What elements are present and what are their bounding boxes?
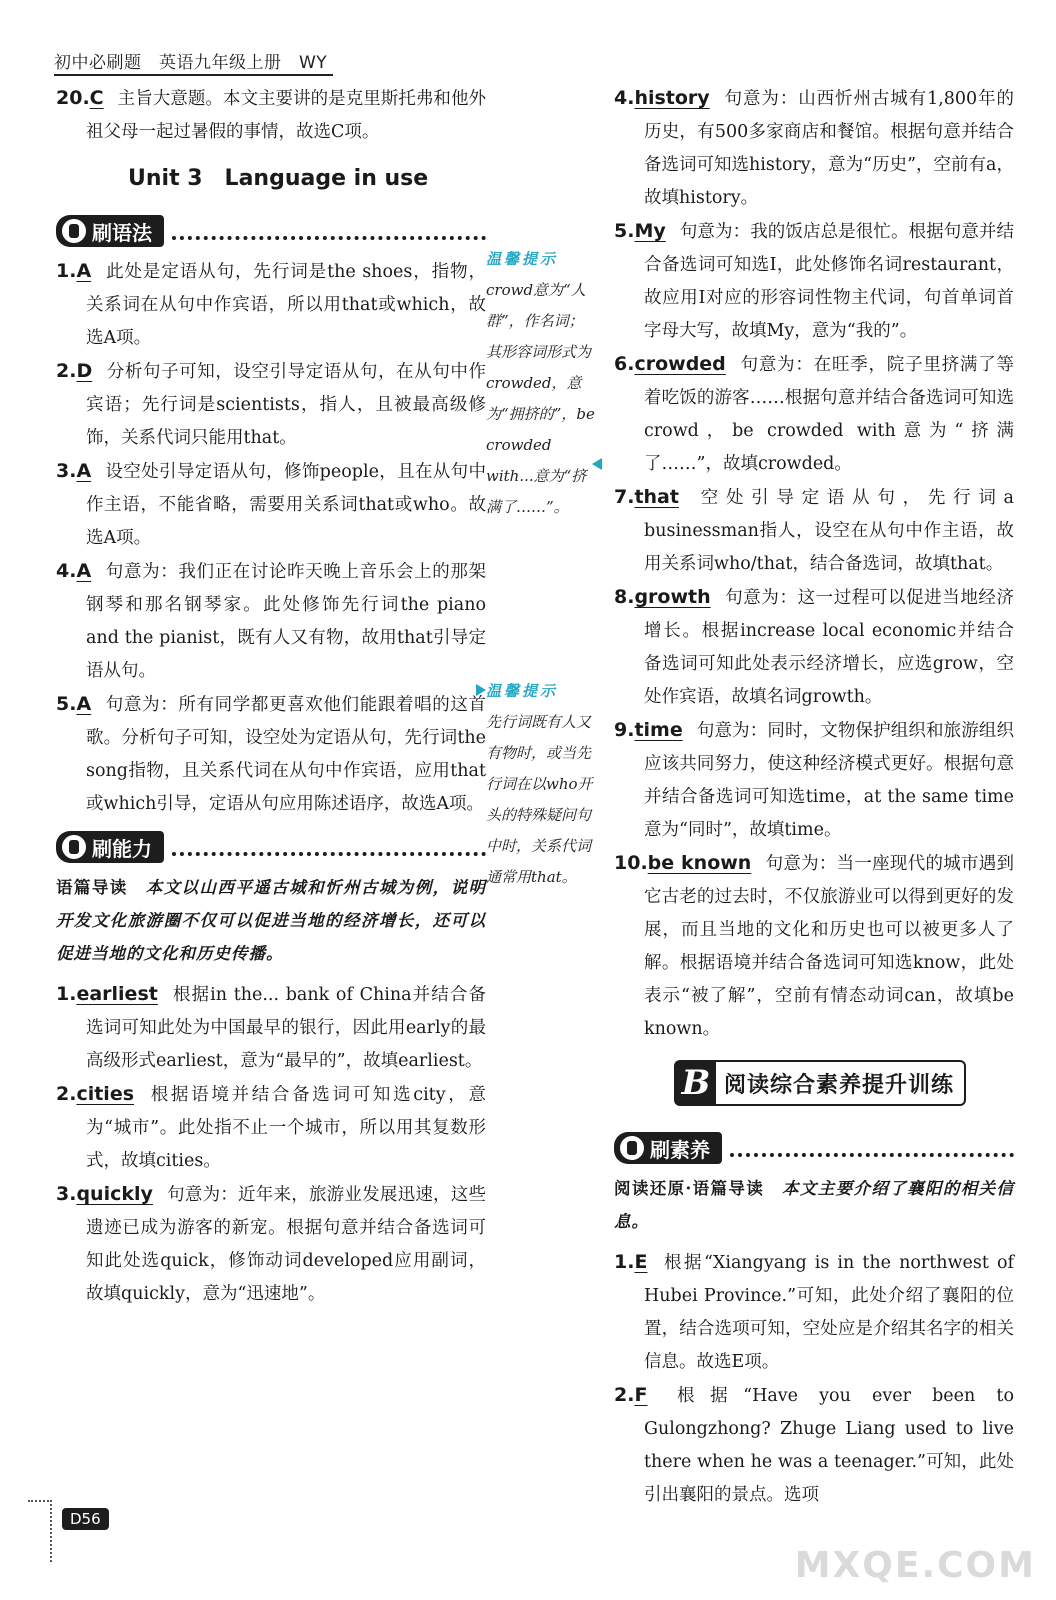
banner-title: 阅读综合素养提升训练 — [724, 1071, 955, 1098]
side-tip-crowd: 温馨提示 crowd意为“人群”，作名词；其形容词形式为crowded，意为“拥挤的”，be crowded with...意为“挤满了……”。 — [486, 244, 598, 523]
tip-title: 温馨提示 — [486, 250, 559, 268]
side-tip-that: 温馨提示 先行词既有人又有物时，或当先行词在以who开头的特殊疑问句中时，关系代词通常用that。 — [486, 676, 598, 893]
section-header-ability: 刷能力 — [56, 827, 486, 867]
answer-key: E — [634, 1251, 648, 1273]
answer-key: C — [89, 87, 104, 109]
answer-item: 1.E 根据“Xiangyang is in the northwest of Hubei Province.”可知，此处介绍了襄阳的位置，结合选项可知，空处应是介绍其名字的相关信息。故选E项。 — [614, 1251, 1014, 1372]
answer-item: 3.quickly 句意为：近年来，旅游业发展迅速，这些遗迹已成为游客的新宠。根据句意并结合备选词可知此处选quick，修饰动词developed应用副词，故填quickly，意为“迅速地”。 — [56, 1183, 486, 1304]
answer-key: be known — [647, 852, 752, 874]
answer-key: quickly — [76, 1183, 153, 1205]
answer-item-20: 20.C 主旨大意题。本文主要讲的是克里斯托弗和他外祖父母一起过暑假的事情，故选C项。 — [56, 87, 486, 142]
corner-mark — [28, 1500, 52, 1562]
grammar-list — [56, 255, 486, 821]
page-number: D56 — [62, 1508, 109, 1530]
running-header: 初中必刷题 英语九年级上册 WY — [54, 48, 333, 76]
answer-key: earliest — [76, 983, 158, 1005]
answer-item: 7.that 空处引导定语从句，先行词a businessman指人，设空在从句中作主语，故用关系词who/that，结合备选词，故填that。 — [614, 486, 1014, 574]
answer-item: 1.earliest 根据in the... bank of China并结合备选词可知此处为中国最早的银行，因此用early的最高级形式earliest，意为“最早的”，故填earliest。 — [56, 983, 486, 1071]
hand-icon — [62, 835, 86, 859]
answer-item: 1.A 此处是定语从句，先行词是the shoes，指物，关系词在从句中作宾语，所以用that或which，故选A项。 — [56, 260, 486, 348]
pointer-arrow-icon — [592, 458, 602, 470]
unit-title: Unit 3 Language in use — [128, 166, 429, 191]
pointer-arrow-icon — [476, 684, 486, 696]
answer-key: that — [634, 486, 679, 508]
answer-key: growth — [634, 586, 711, 608]
ability-list — [56, 978, 486, 1311]
answer-item: 2.D 分析句子可知，设空引导定语从句，在从句中作宾语；先行词是scientists，指人，且被最高级修饰，关系代词只能用that。 — [56, 360, 486, 448]
answer-key: time — [634, 719, 683, 741]
answer-item: 4.A 句意为：我们正在讨论昨天晚上音乐会上的那架钢琴和那名钢琴家。此处修饰先行词the piano and the pianist，既有人又有物，故用that引导定语从句。 — [56, 560, 486, 681]
section-header-literacy: 刷素养 — [614, 1128, 1014, 1168]
section-banner-b — [674, 1060, 966, 1106]
answer-key: crowded — [634, 353, 726, 375]
hand-icon — [62, 219, 86, 243]
answer-key: cities — [76, 1083, 135, 1105]
answer-item: 2.F 根据“Have you ever been to Gulongzhong? Zhuge Liang used to live there when he was a teenager.”可知，此处引出襄阳的景点。选项 — [614, 1384, 1014, 1505]
section-header-grammar: 刷语法 — [56, 211, 486, 251]
answer-item: 5.A 句意为：所有同学都更喜欢他们能跟着唱的这首歌。分析句子可知，设空处为定语从句，先行词the song指物，且关系代词在从句中作宾语，应用that或which引导，定语从句应用陈述语序，故选A项。 — [56, 693, 486, 814]
tip-title: 温馨提示 — [486, 682, 559, 700]
hand-icon — [620, 1136, 644, 1160]
answer-key: D — [76, 360, 93, 382]
reading-list — [614, 1246, 1014, 1512]
answer-item: 4.history 句意为：山西忻州古城有1,800年的历史，有500多家商店和餐馆。根据句意并结合备选词可知选history，意为“历史”，空前有a，故填history。 — [614, 87, 1014, 208]
answer-item: 3.A 设空处引导定语从句，修饰people，且在从句中作主语，不能省略，需要用关系词that或who。故选A项。 — [56, 460, 486, 548]
ability-list-continued — [614, 82, 1014, 1046]
answer-item: 2.cities 根据语境并结合备选词可知选city，意为“城市”。此处指不止一个城市，所以用其复数形式，故填cities。 — [56, 1083, 486, 1171]
dotted-divider — [172, 838, 486, 856]
reading-guide: 语篇导读 本文以山西平遥古城和忻州古城为例，说明开发文化旅游圈不仅可以促进当地的经济增长，还可以促进当地的文化和历史传播。 — [56, 878, 487, 963]
answer-item: 6.crowded 句意为：在旺季，院子里挤满了等着吃饭的游客……根据句意并结合备选词可知选crowd，be crowded with意为“挤满了……”，故填crowded。 — [614, 353, 1014, 474]
reading-guide: 阅读还原·语篇导读 本文主要介绍了襄阳的相关信息。 — [614, 1179, 1014, 1231]
answer-item: 5.My 句意为：我的饭店总是很忙。根据句意并结合备选词可知选I，此处修饰名词restaurant，故应用I对应的形容词性物主代词，句首单词首字母大写，故填My，意为“我的”。 — [614, 220, 1014, 341]
answer-key: A — [76, 560, 92, 582]
answer-key: A — [76, 693, 92, 715]
left-column — [56, 82, 486, 1311]
dotted-divider — [172, 222, 486, 240]
dotted-divider — [730, 1139, 1014, 1157]
watermark: MXQE.COM — [794, 1545, 1036, 1586]
answer-key: A — [76, 460, 92, 482]
answer-key: F — [634, 1384, 648, 1406]
answer-key: history — [634, 87, 710, 109]
banner-letter: B — [676, 1062, 716, 1104]
answer-item: 10.be known 句意为：当一座现代的城市遇到它古老的过去时，不仅旅游业可以得到更好的发展，而且当地的文化和历史也可以被更多人了解。根据语境并结合备选词可知选know，此处表示“被了解”，空前有情态动词can，故填be known。 — [614, 852, 1015, 1039]
answer-key: My — [634, 220, 666, 242]
right-column — [614, 82, 1014, 1512]
answer-key: A — [76, 260, 92, 282]
answer-item: 8.growth 句意为：这一过程可以促进当地经济增长。根据increase local economic并结合备选词可知此处表示经济增长，应选grow，空处作宾语，故填名词growth。 — [614, 586, 1014, 707]
answer-item: 9.time 句意为：同时，文物保护组织和旅游组织应该共同努力，使这种经济模式更好。根据句意并结合备选词可知选time，at the same time意为“同时”，故填time。 — [614, 719, 1014, 840]
